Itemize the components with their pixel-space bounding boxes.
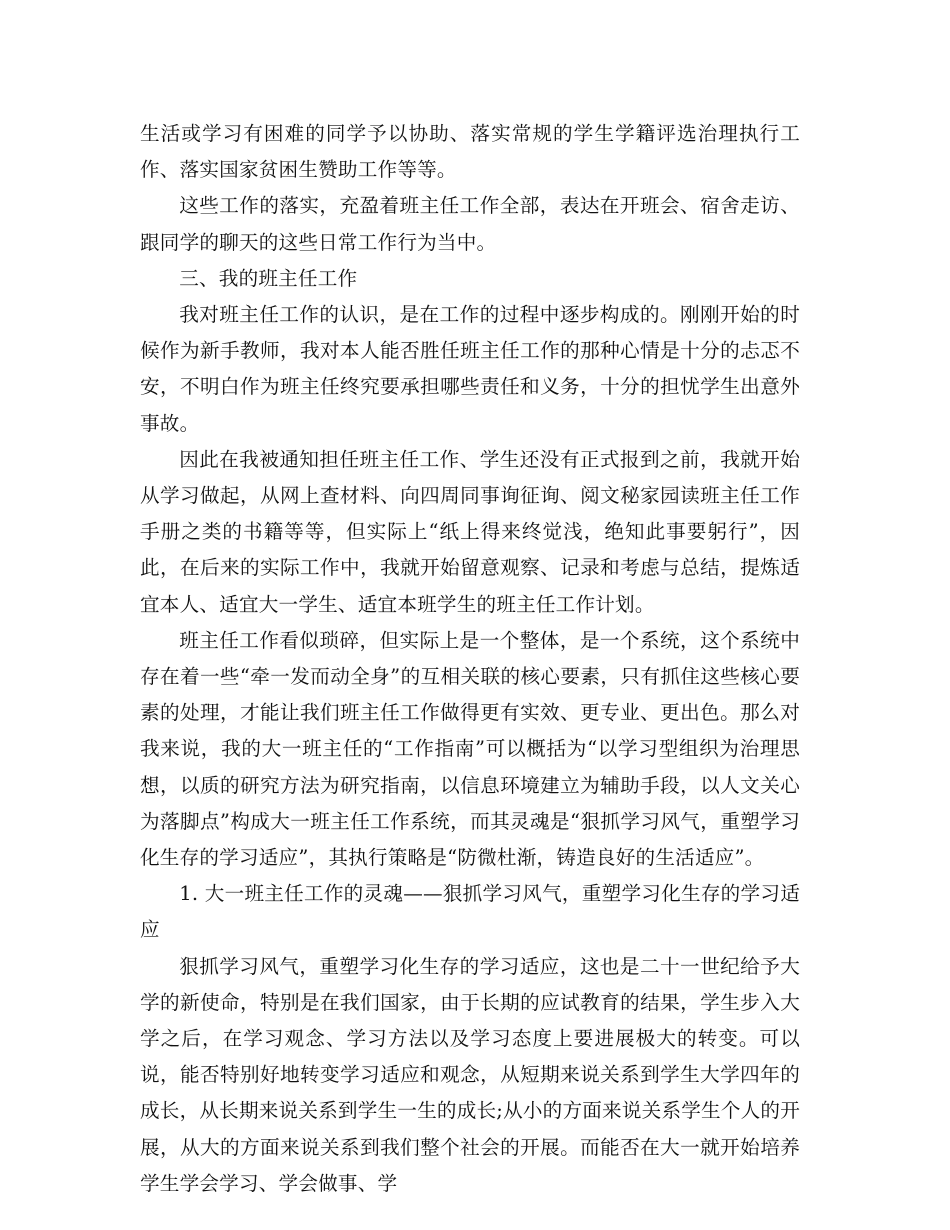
paragraph-1: 生活或学习有困难的同学予以协助、落实常规的学生学籍评选治理执行工作、落实国家贫困生赞助工作等等。 xyxy=(140,122,800,182)
section-heading: 三、我的班主任工作 xyxy=(179,266,358,290)
paragraph-6: 狠抓学习风气，重塑学习化生存的学习适应，这也是二十一世纪给予大学的新使命，特别是在我们国家，由于长期的应试教育的结果，学生步入大学之后，在学习观念、学习方法以及学习态度上要进展极大的转变。可以说，能否特别好地转变学习适应和观念，从短期来说关系到学生大学四年的成长，从长期来说关系到学生一生的成长;从小的方面来说关系学生个人的开展，从大的方面来说关系到我们整个社会的开展。而能否在大一就开始培养学生学会学习、学会做事、学 xyxy=(140,954,800,1195)
paragraph-3: 我对班主任工作的认识，是在工作的过程中逐步构成的。刚刚开始的时候作为新手教师，我对本人能否胜任班主任工作的那种心情是十分的忐忑不安，不明白作为班主任终究要承担哪些责任和义务，十分的担忧学生出意外事故。 xyxy=(140,303,800,435)
subsection-heading: 1. 大一班主任工作的灵魂——狠抓学习风气，重塑学习化生存的学习适应 xyxy=(140,882,800,942)
paragraph-4: 因此在我被通知担任班主任工作、学生还没有正式报到之前，我就开始从学习做起，从网上查材料、向四周同事询征询、阅文秘家园读班主任工作手册之类的书籍等等，但实际上“纸上得来终觉浅，绝知此事要躬行”，因此，在后来的实际工作中，我就开始留意观察、记录和考虑与总结，提炼适宜本人、适宜大一学生、适宜本班学生的班主任工作计划。 xyxy=(140,447,800,616)
paragraph-2: 这些工作的落实，充盈着班主任工作全部，表达在开班会、宿舍走访、跟同学的聊天的这些日常工作行为当中。 xyxy=(140,194,800,254)
paragraph-5: 班主任工作看似琐碎，但实际上是一个整体，是一个系统，这个系统中存在着一些“牵一发而动全身”的互相关联的核心要素，只有抓住这些核心要素的处理，才能让我们班主任工作做得更有实效、更专业、更出色。那么对我来说，我的大一班主任的“工作指南”可以概括为“以学习型组织为治理思想，以质的研究方法为研究指南，以信息环境建立为辅助手段，以人文关心为落脚点”构成大一班主任工作系统，而其灵魂是“狠抓学习风气，重塑学习化生存的学习适应”，其执行策略是“防微杜渐，铸造良好的生活适应”。 xyxy=(140,628,800,870)
document-body xyxy=(140,116,800,1202)
